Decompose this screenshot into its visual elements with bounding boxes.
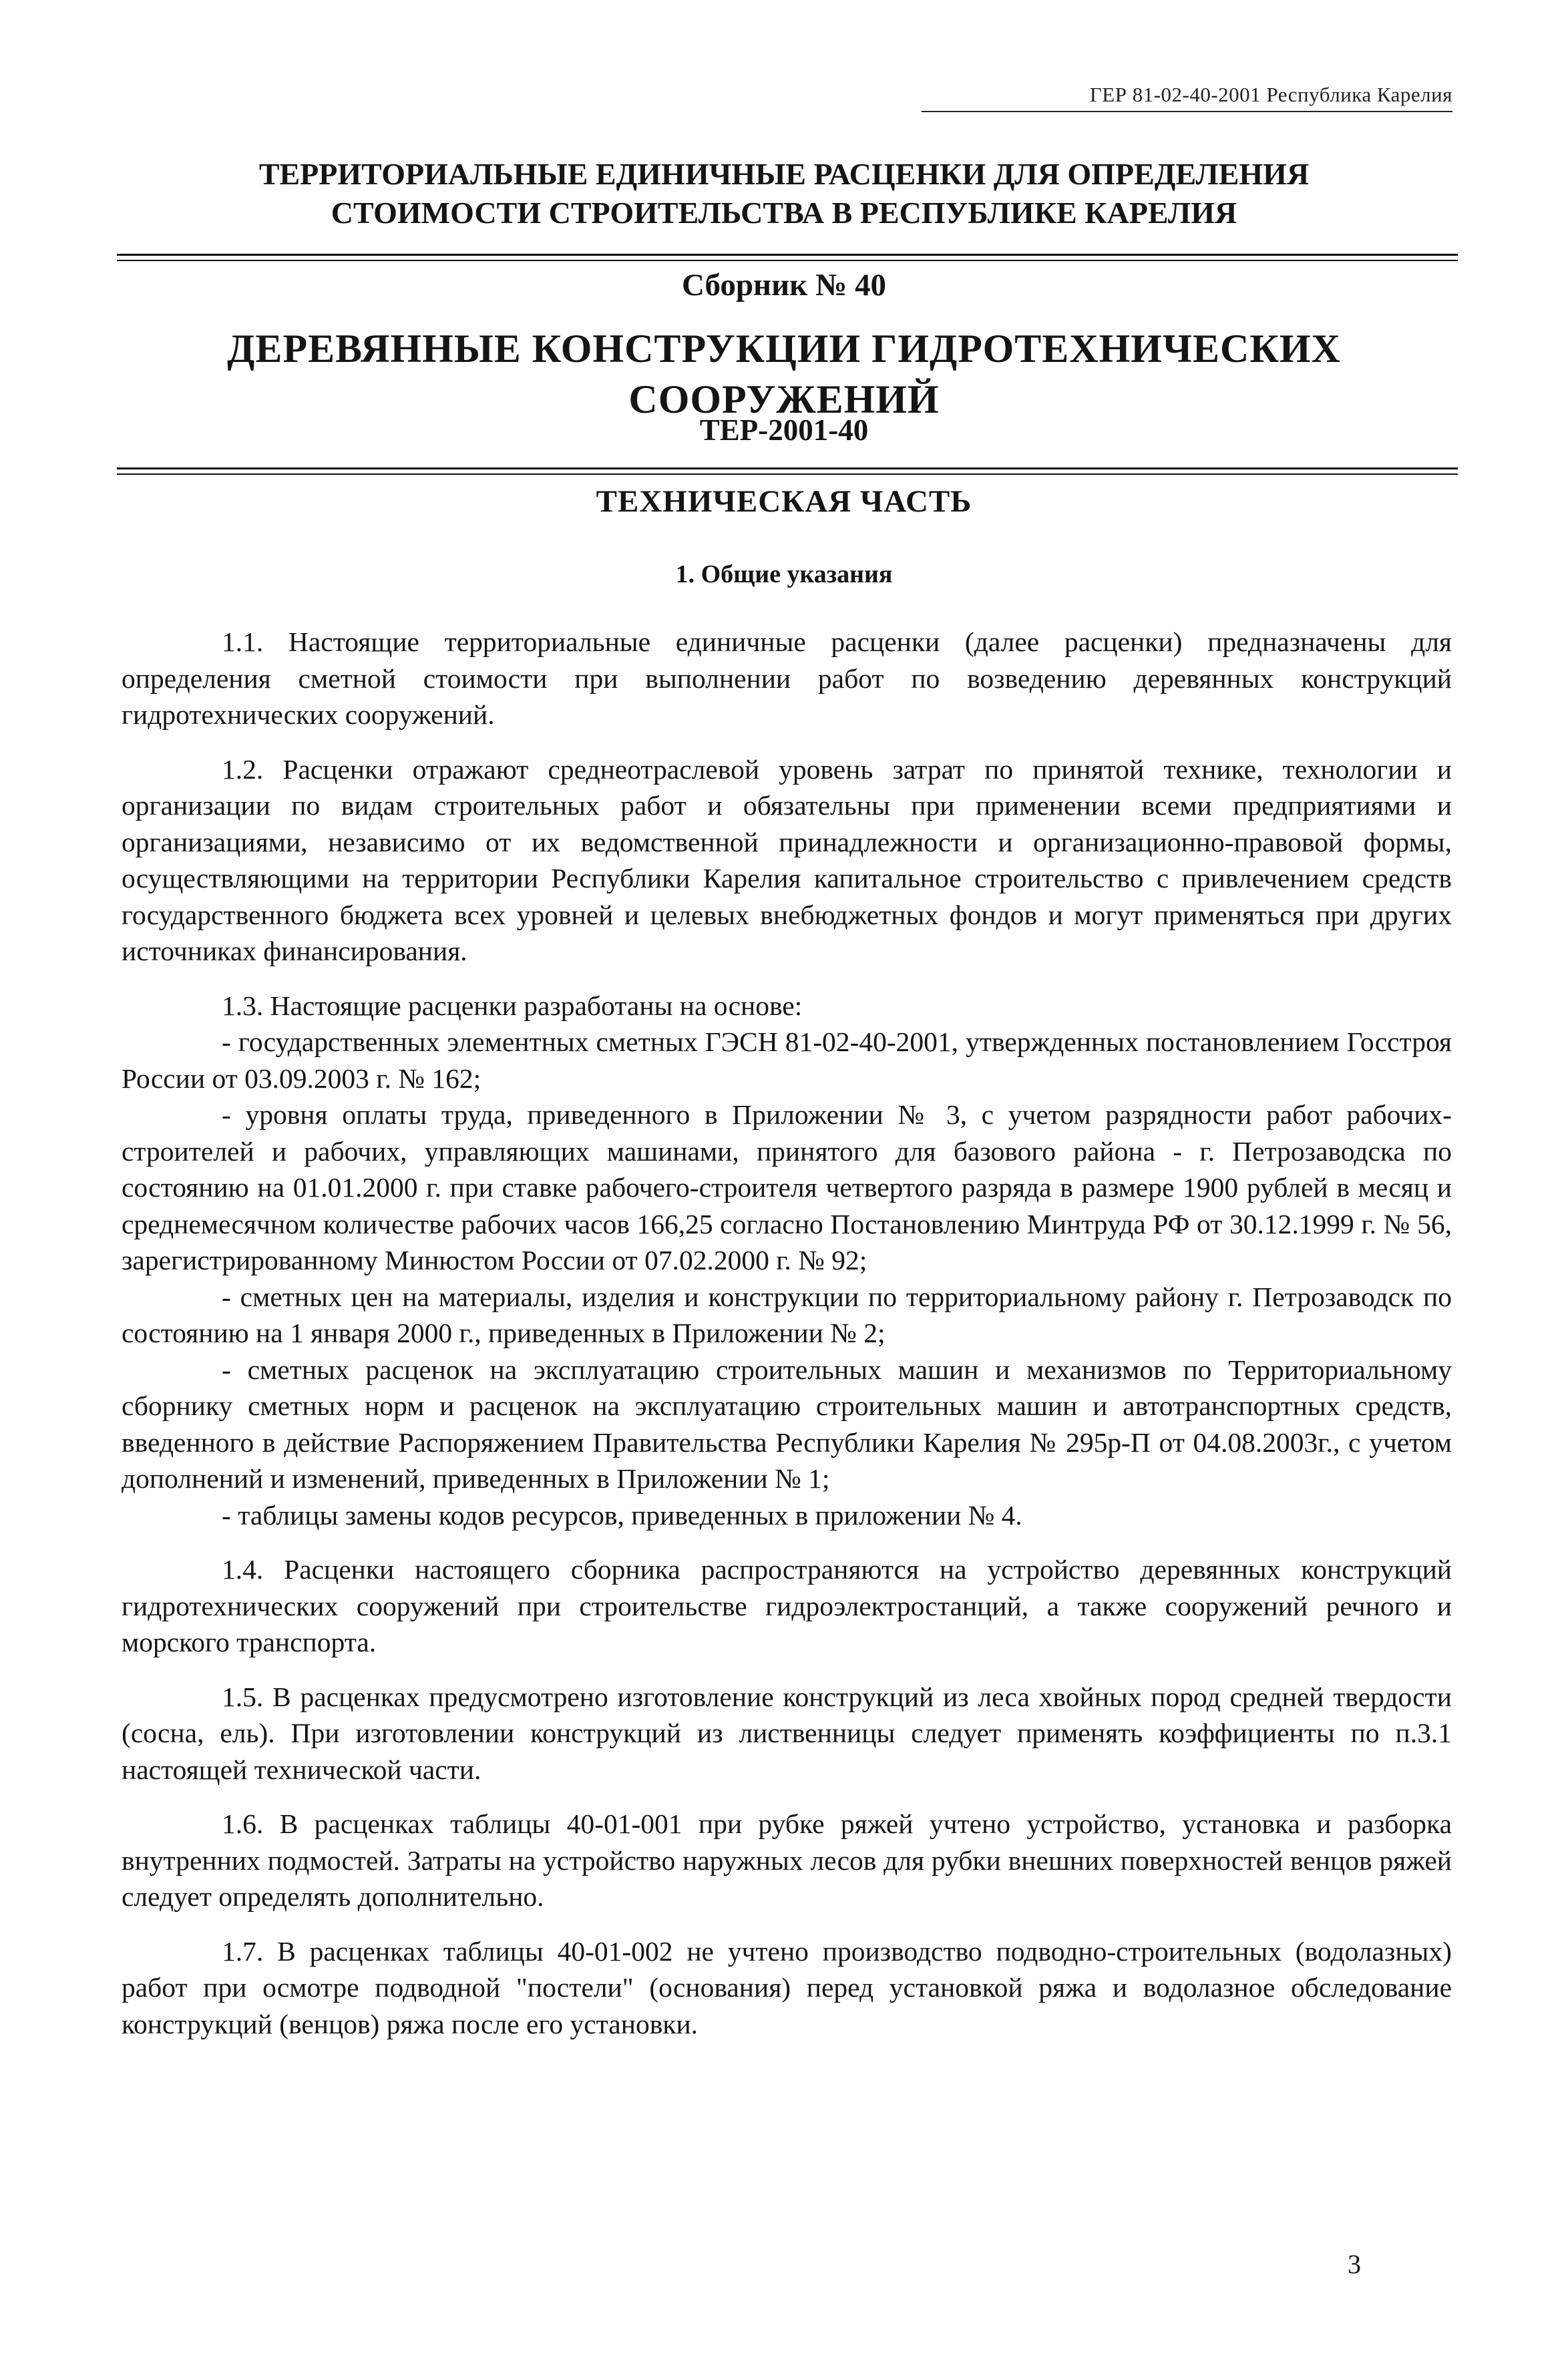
body-text: [122, 624, 1452, 2042]
title-divider-top: [117, 254, 1458, 261]
paragraph-1-3: 1.3. Настоящие расценки разработаны на основе:: [222, 990, 803, 1021]
paragraph-1-6: 1.6. В расценках таблицы 40-01-001 при рубке ряжей учтено устройство, установка и разборка внутренних подмостей. Затраты на устройство наружных лесов для рубки внешних поверхностей венцов ряжей следует определять дополнительно.: [122, 1808, 1452, 1912]
main-title-line-2: СТОИМОСТИ СТРОИТЕЛЬСТВА В РЕСПУБЛИКЕ КАРЕЛИЯ: [331, 196, 1237, 230]
collection-number: Сборник № 40: [681, 268, 886, 303]
paragraph-1-2: 1.2. Расценки отражают среднеотраслевой уровень затрат по принятой технике, технологии и организации по видам строительных работ и обязательны при применении всеми предприятиями и организациями, независимо от их ведомственной принадлежности и организационно-правовой формы, осуществляющими на территории Республики Карелия капитальное строительство с привлечением средств государственного бюджета всех уровней и целевых внебюджетных фондов и могут применяться при других источниках финансирования.: [122, 753, 1452, 966]
list-item-material-prices: - сметных цен на материалы, изделия и конструкции по территориальному району г. Петрозаводск по состоянию на 1 января 2000 г., приведенных в Приложении № 2;: [122, 1281, 1452, 1348]
main-title-line-1: ТЕРРИТОРИАЛЬНЫЕ ЕДИНИЧНЫЕ РАСЦЕНКИ ДЛЯ ОПРЕДЕЛЕНИЯ: [258, 157, 1310, 191]
list-item-wages: - уровня оплаты труда, приведенного в Приложении № 3, с учетом разрядности работ рабочих-строителей и рабочих, управляющих машинами, принятого для базового района - г. Петрозаводска по состоянию на 01.01.2000 г. при ставке рабочего-строителя четвертого разряда в размере 1900 рублей в месяц и среднемесячном количестве рабочих часов 166,25 согласно Постановлению Минтруда РФ от 30.12.1999 г. № 56, зарегистрированному Минюстом России от 07.02.2000 г. № 92;: [122, 1099, 1452, 1275]
paragraph-1-5: 1.5. В расценках предусмотрено изготовление конструкций из леса хвойных пород средней твердости (сосна, ель). При изготовлении конструкций из лиственницы следует применять коэффициенты по п.3.1 настоящей технической части.: [122, 1681, 1452, 1785]
subsection-title: 1. Общие указания: [675, 560, 893, 588]
paragraph-1-1: 1.1. Настоящие территориальные единичные расценки (далее расценки) предназначены для определения сметной стоимости при выполнении работ по возведению деревянных конструкций гидротехнических сооружений.: [122, 626, 1452, 730]
paragraph-1-7: 1.7. В расценках таблицы 40-01-002 не учтено производство подводно-строительных (водолазных) работ при осмотре подводной "постели" (основания) перед установкой ряжа и водолазное обследование конструкций (венцов) ряжа после его установки.: [122, 1935, 1452, 2039]
header-rule: [922, 111, 1452, 112]
paragraph-1-4: 1.4. Расценки настоящего сборника распространяются на устройство деревянных конструкций гидротехнических сооружений при строительстве гидроэлектростанций, а также сооружений речного и морского транспорта.: [122, 1554, 1452, 1657]
section-title-line-2: СООРУЖЕНИЙ: [628, 377, 940, 421]
document-code: ТЕР-2001-40: [699, 413, 869, 447]
title-divider-bottom: [117, 467, 1458, 475]
part-title: ТЕХНИЧЕСКАЯ ЧАСТЬ: [596, 484, 972, 519]
running-header: ГЕР 81-02-40-2001 Республика Карелия: [1089, 83, 1452, 106]
section-title-line-1: ДЕРЕВЯННЫЕ КОНСТРУКЦИИ ГИДРОТЕХНИЧЕСКИХ: [227, 327, 1341, 371]
page-number: 3: [1348, 2249, 1361, 2279]
main-title: [114, 155, 1454, 232]
list-item-machine-rates: - сметных расценок на эксплуатацию строительных машин и механизмов по Территориальному сборнику сметных норм и расценок на эксплуатацию строительных машин и автотранспортных средств, введенного в действие Распоряжением Правительства Республики Карелия № 295р-П от 04.08.2003г., с учетом дополнений и изменений, приведенных в Приложении № 1;: [122, 1354, 1452, 1494]
list-item-resource-codes: - таблицы замены кодов ресурсов, приведенных в приложении № 4.: [222, 1499, 1022, 1531]
section-title: [114, 323, 1454, 425]
list-item-gesn: - государственных элементных сметных ГЭСН 81-02-40-2001, утвержденных постановлением Госстроя России от 03.09.2003 г. № 162;: [122, 1026, 1452, 1094]
